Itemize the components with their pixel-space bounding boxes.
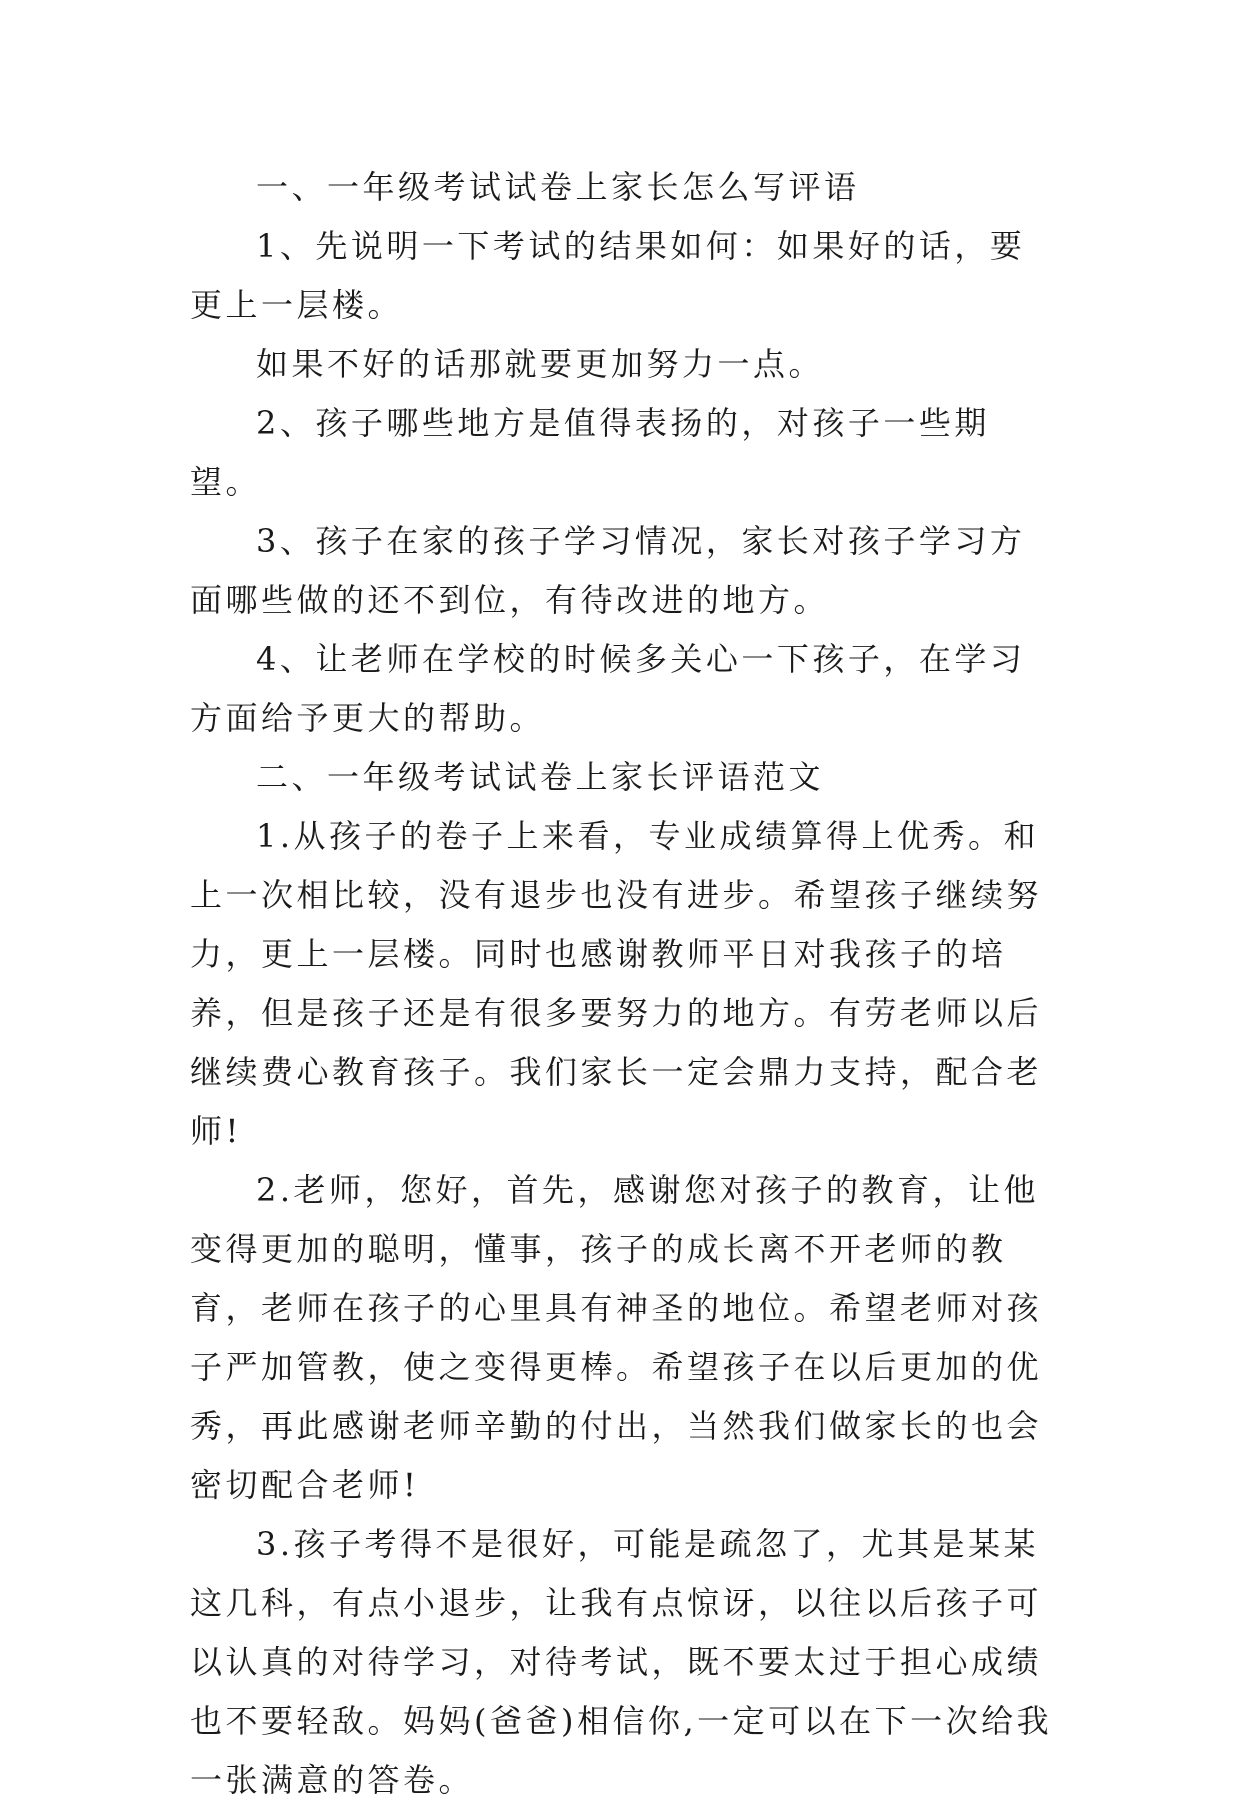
sample-comment-3: 3.孩子考得不是很好，可能是疏忽了，尤其是某某这几科，有点小退步，让我有点惊讶，以往以后孩子可以认真的对待学习，对待考试，既不要太过于担心成绩也不要轻敌。妈妈(爸爸)相信你,一定可以在下一次给我一张满意的答卷。 <box>190 1525 1053 1799</box>
section-heading-2: 二、一年级考试试卷上家长评语范文 <box>256 758 825 796</box>
paragraph-point-1: 1、先说明一下考试的结果如何：如果好的话，要更上一层楼。 <box>190 227 1026 324</box>
sample-comment-1: 1.从孩子的卷子上来看，专业成绩算得上优秀。和上一次相比较，没有退步也没有进步。希望孩子继续努力，更上一层楼。同时也感谢教师平日对我孩子的培养，但是孩子还是有很多要努力的地方。有劳老师以后继续费心教育孩子。我们家长一定会鼎力支持，配合老师! <box>190 817 1043 1150</box>
paragraph-point-4: 4、让老师在学校的时候多关心一下孩子，在学习方面给予更大的帮助。 <box>190 640 1026 737</box>
paragraph-point-1-continued: 如果不好的话那就要更加努力一点。 <box>256 345 825 383</box>
document-body <box>190 158 1060 1810</box>
section-heading-1: 一、一年级考试试卷上家长怎么写评语 <box>256 168 860 206</box>
paragraph-point-3: 3、孩子在家的孩子学习情况，家长对孩子学习方面哪些做的还不到位，有待改进的地方。 <box>190 522 1026 619</box>
sample-comment-2: 2.老师，您好，首先，感谢您对孩子的教育，让他变得更加的聪明，懂事，孩子的成长离不开老师的教育，老师在孩子的心里具有神圣的地位。希望老师对孩子严加管教，使之变得更棒。希望孩子在以后更加的优秀，再此感谢老师辛勤的付出，当然我们做家长的也会密切配合老师! <box>190 1171 1043 1504</box>
paragraph-point-2: 2、孩子哪些地方是值得表扬的，对孩子一些期望。 <box>190 404 990 501</box>
